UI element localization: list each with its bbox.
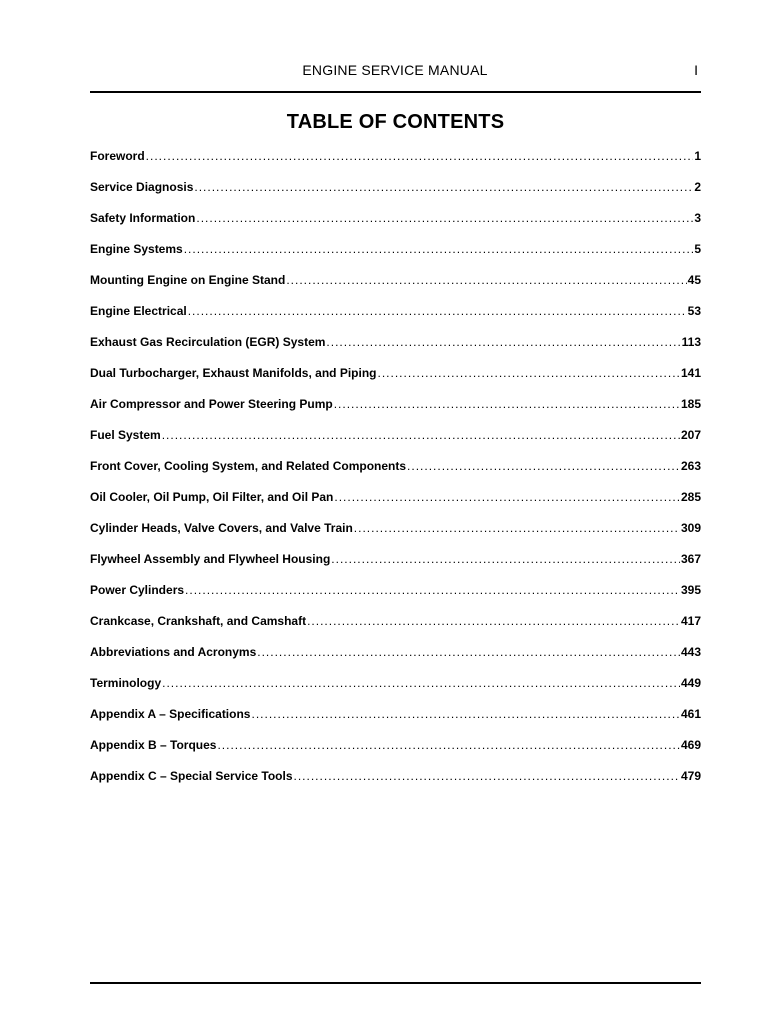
toc-entry-page: 45 [687,273,701,287]
toc-entry-page: 185 [680,397,701,411]
toc-entry[interactable] [90,459,701,490]
toc-leader-dots [286,273,686,287]
footer-rule [90,982,701,984]
toc-entry-label: Appendix B – Torques [90,738,217,752]
toc-entry-label: Front Cover, Cooling System, and Related Components [90,459,407,473]
toc-leader-dots [217,738,680,752]
toc-entry-page: 53 [687,304,701,318]
toc-leader-dots [307,614,680,628]
toc-leader-dots [334,397,680,411]
toc-entry-label: Fuel System [90,428,161,442]
toc-heading: TABLE OF CONTENTS [286,111,505,133]
toc-leader-dots [294,769,680,783]
toc-entry-page: 3 [694,211,701,225]
toc-entry-page: 207 [680,428,701,442]
toc-entry[interactable] [90,211,701,242]
toc-leader-dots [407,459,680,473]
toc-leader-dots [196,211,693,225]
toc-entry-label: Foreword [90,149,145,163]
header-page-number: I [694,62,698,78]
manual-title: ENGINE SERVICE MANUAL [302,62,488,78]
toc-entry-page: 479 [680,769,701,783]
toc-leader-dots [162,676,680,690]
toc-entry-label: Terminology [90,676,162,690]
toc-entry-page: 461 [680,707,701,721]
toc-entry[interactable] [90,428,701,459]
toc-entry-label: Cylinder Heads, Valve Covers, and Valve Train [90,521,353,535]
toc-entry-label: Service Diagnosis [90,180,194,194]
toc-entry[interactable] [90,738,701,769]
toc-entry-label: Exhaust Gas Recirculation (EGR) System [90,335,326,349]
toc-entry-label: Abbreviations and Acronyms [90,645,257,659]
toc-entry-label: Mounting Engine on Engine Stand [90,273,286,287]
toc-entry-label: Power Cylinders [90,583,185,597]
toc-entry-page: 263 [680,459,701,473]
toc-leader-dots [377,366,679,380]
toc-entry-page: 141 [680,366,701,380]
toc-leader-dots [334,490,680,504]
toc-entry[interactable] [90,707,701,738]
toc-entry[interactable] [90,180,701,211]
toc-entry-page: 367 [680,552,701,566]
toc-entry[interactable] [90,521,701,552]
toc-entry-page: 449 [680,676,701,690]
toc-entry[interactable] [90,397,701,428]
toc-leader-dots [194,180,693,194]
toc-entry[interactable] [90,645,701,676]
toc-entry[interactable] [90,583,701,614]
toc-leader-dots [162,428,680,442]
toc-entry[interactable] [90,335,701,366]
toc-entry-page: 5 [694,242,701,256]
toc-entry-page: 395 [680,583,701,597]
toc-entry-page: 443 [680,645,701,659]
toc-entry-page: 285 [680,490,701,504]
toc-entry[interactable] [90,769,701,800]
toc-leader-dots [331,552,680,566]
toc-leader-dots [184,242,694,256]
toc-leader-dots [251,707,679,721]
toc-entry-page: 1 [694,149,701,163]
header-rule [90,91,701,93]
toc-entry[interactable] [90,304,701,335]
toc-leader-dots [146,149,694,163]
toc-entry-page: 417 [680,614,701,628]
toc-entry-page: 309 [680,521,701,535]
toc-entry-label: Oil Cooler, Oil Pump, Oil Filter, and Oil Pan [90,490,334,504]
toc-entry[interactable] [90,366,701,397]
toc-leader-dots [257,645,680,659]
page-header [90,62,700,84]
toc-entry-label: Crankcase, Crankshaft, and Camshaft [90,614,307,628]
toc-entry-label: Engine Electrical [90,304,187,318]
toc-leader-dots [354,521,680,535]
toc-entry-page: 2 [694,180,701,194]
toc-leader-dots [326,335,680,349]
toc-entry[interactable] [90,614,701,645]
toc-entry-label: Air Compressor and Power Steering Pump [90,397,333,411]
toc-entry[interactable] [90,490,701,521]
toc-entry-page: 113 [681,335,701,349]
toc-entry-label: Appendix A – Specifications [90,707,251,721]
toc-leader-dots [185,583,680,597]
toc-list [90,149,701,800]
toc-entry[interactable] [90,273,701,304]
toc-entry[interactable] [90,676,701,707]
toc-entry-page: 469 [680,738,701,752]
toc-leader-dots [188,304,687,318]
toc-entry-label: Flywheel Assembly and Flywheel Housing [90,552,331,566]
toc-entry[interactable] [90,552,701,583]
toc-entry-label: Dual Turbocharger, Exhaust Manifolds, and Piping [90,366,377,380]
toc-entry-label: Safety Information [90,211,196,225]
toc-entry-label: Engine Systems [90,242,183,256]
toc-entry[interactable] [90,149,701,180]
toc-entry-label: Appendix C – Special Service Tools [90,769,293,783]
toc-entry[interactable] [90,242,701,273]
